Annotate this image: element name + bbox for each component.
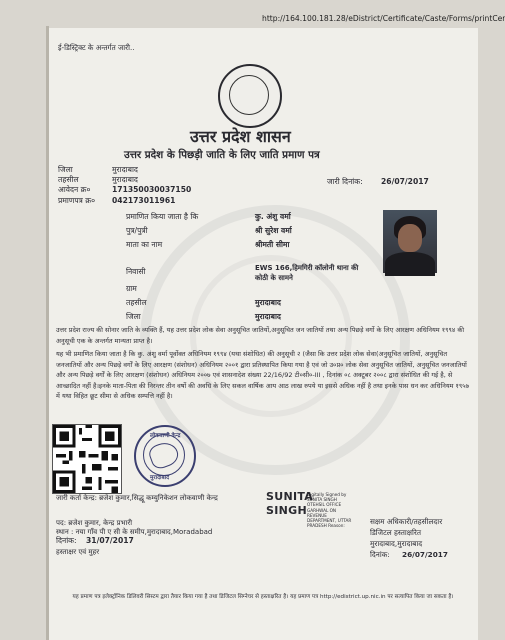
meta-app-no-label: आवेदन क्र० — [58, 185, 91, 194]
village-label: ग्राम — [126, 284, 137, 293]
resident-label: निवासी — [126, 267, 146, 276]
issuer-date-value: 31/07/2017 — [86, 536, 134, 545]
meta-tehsil-label: तहसील — [58, 175, 79, 184]
qr-code-icon — [52, 424, 122, 494]
certify-label: प्रमाणित किया जाता है कि — [126, 212, 199, 221]
caste-paragraph-1: उत्तर प्रदेश राज्य की सोनार जाति के व्यक्ति हैं, यह उत्तर प्रदेश लोक सेवा अनुसूचित जातियों,अनुसूचित जन जातियों तथा अन्य पिछड़े वर्गो के लिए आरक्षण अधिनियम १९९४ की अनुसूची एक के अन्तर्गत मान्यता प्राप्त है। — [56, 326, 465, 345]
digital-signature-name-2: SINGH — [266, 504, 307, 517]
state-emblem-icon — [218, 64, 282, 128]
district-label: जिला — [126, 312, 141, 321]
footer-note: यह प्रमाण पत्र इलेक्ट्रॉनिक डिलिवरी सिस्टम द्वारा तैयार किया गया है तथा डिजिटल सिग्नेचर से हस्ताक्षरित है। यह प्रमाण पत्र http://edistrict.up.nic.in पर सत्यापित किया जा सकता है। — [72, 594, 454, 600]
resident-address-line2: कोठी के सामने — [255, 274, 293, 282]
issuer-sign-label: हस्ताक्षर एवं मुहर — [56, 548, 100, 556]
district-value: मुरादाबाद — [255, 312, 281, 321]
meta-tehsil-value: मुरादाबाद — [112, 175, 138, 184]
paper-edge — [46, 26, 49, 640]
father-label: पुत्र/पुत्री — [126, 226, 148, 235]
caste-paragraph-2: यह भी प्रमाणित किया जाता है कि कु. अंशु वर्मा पूर्वोक्त अधिनियम १९९४ (यथा संशोधित) की अनुसूची २ (जैसा कि उत्तर प्रदेश लोक सेवा(अनुसूचित जातियों, अनुसूचित जनजातियों और अन्य पिछड़े वर्गों के लिए आरक्षण (संशोधन) अधिनियम २००१ द्वारा प्रतिस्थापित किया गया है एवं जो उ०प्र० लोक सेवा अनुसूचित जातियों, अनुसूचित जनजातियों और अन्य पिछड़े वर्गों के लिए आरक्षण (संशोधन) अधिनियम २००७ एवं शासनादेश संख्या 22/16/92 टी०सी०-III , दिनांक ०८ अक्टूबर २००८ द्वारा संशोधित की गई है, से आच्छादित नहीं है।इनके माता-पिता की निरन्तर तीन वर्षो की अवधि के लिए सकल वार्षिक आय आठ लाख रुपये या इससे अधिक नहीं है तथा इनके पास धन कर अधिनियम १९५७ में यथा विहित छूट सीमा से अधिक सम्पत्ति नहीं है। — [56, 350, 470, 400]
stamp-bottom-text: मुरादाबाद — [150, 475, 170, 481]
tehsil-label: तहसील — [126, 298, 147, 307]
mother-name: श्रीमती सीमा — [255, 240, 290, 249]
resident-address-line1: EWS 166,हिमगिरी कॉलोनी थाना की — [255, 264, 359, 272]
lokvani-stamp — [134, 425, 196, 487]
issuer-date-label: दिनांक: — [56, 536, 77, 545]
issuer-post: पद: ब्रजेश कुमार, केन्द्र प्रभारी — [56, 519, 133, 527]
meta-app-no-value: 171350030037150 — [112, 185, 192, 194]
meta-district-value: मुरादाबाद — [112, 165, 138, 174]
issue-date-label: जारी दिनांक: — [327, 177, 363, 186]
authority-line1: सक्षम अधिकारी/तहसीलदार — [370, 517, 443, 526]
authority-line2: डिजिटल हस्ताक्षरित — [370, 528, 422, 537]
meta-cert-no-value: 042173011961 — [112, 196, 176, 205]
header-note: ई-डिस्ट्रिक्ट के अन्तर्गत जारी.. — [58, 43, 135, 52]
mother-label: माता का नाम — [126, 240, 163, 249]
issuer-center: जारी कर्ता केन्द्र: ब्रजेश कुमार,सिद्धू कम्युनिकेशन लोकवाणी केन्द्र — [56, 494, 218, 502]
issuer-place: स्थान : नया गाँव पी ए सी के समीप,मुरादाबाद,Moradabad — [56, 528, 213, 536]
stamp-top-text: लोकवाणी केन्द्र — [150, 433, 181, 439]
digital-signature-name-1: SUNITA — [266, 490, 314, 503]
authority-date-value: 26/07/2017 — [402, 550, 448, 559]
applicant-name: कु. अंशु वर्मा — [255, 212, 291, 221]
meta-district-label: जिला — [58, 165, 73, 174]
certificate-title: उत्तर प्रदेश शासन — [190, 127, 291, 146]
father-name: श्री सुरेश वर्मा — [255, 226, 292, 235]
certificate-subtitle: उत्तर प्रदेश के पिछड़ी जाति के लिए जाति प्रमाण पत्र — [124, 149, 320, 161]
meta-cert-no-label: प्रमाणपत्र क्र० — [58, 196, 96, 205]
applicant-photo — [383, 210, 437, 273]
authority-line3: मुरादाबाद,मुरादाबाद — [370, 539, 423, 548]
issue-date-value: 26/07/2017 — [381, 177, 429, 186]
tehsil-value: मुरादाबाद — [255, 298, 281, 307]
authority-date-label: दिनांक: — [370, 550, 390, 559]
digital-signature-details: Digitally Signed by SUNITA SINGH OTEHSIL OFFICE GARHWAL ON REVENUE DEPARTMENT, UTTAR PRADESH Reason: — [307, 492, 352, 529]
browser-url: http://164.100.181.28/eDistrict/Certificate/Caste/Forms/printCer — [262, 14, 505, 23]
